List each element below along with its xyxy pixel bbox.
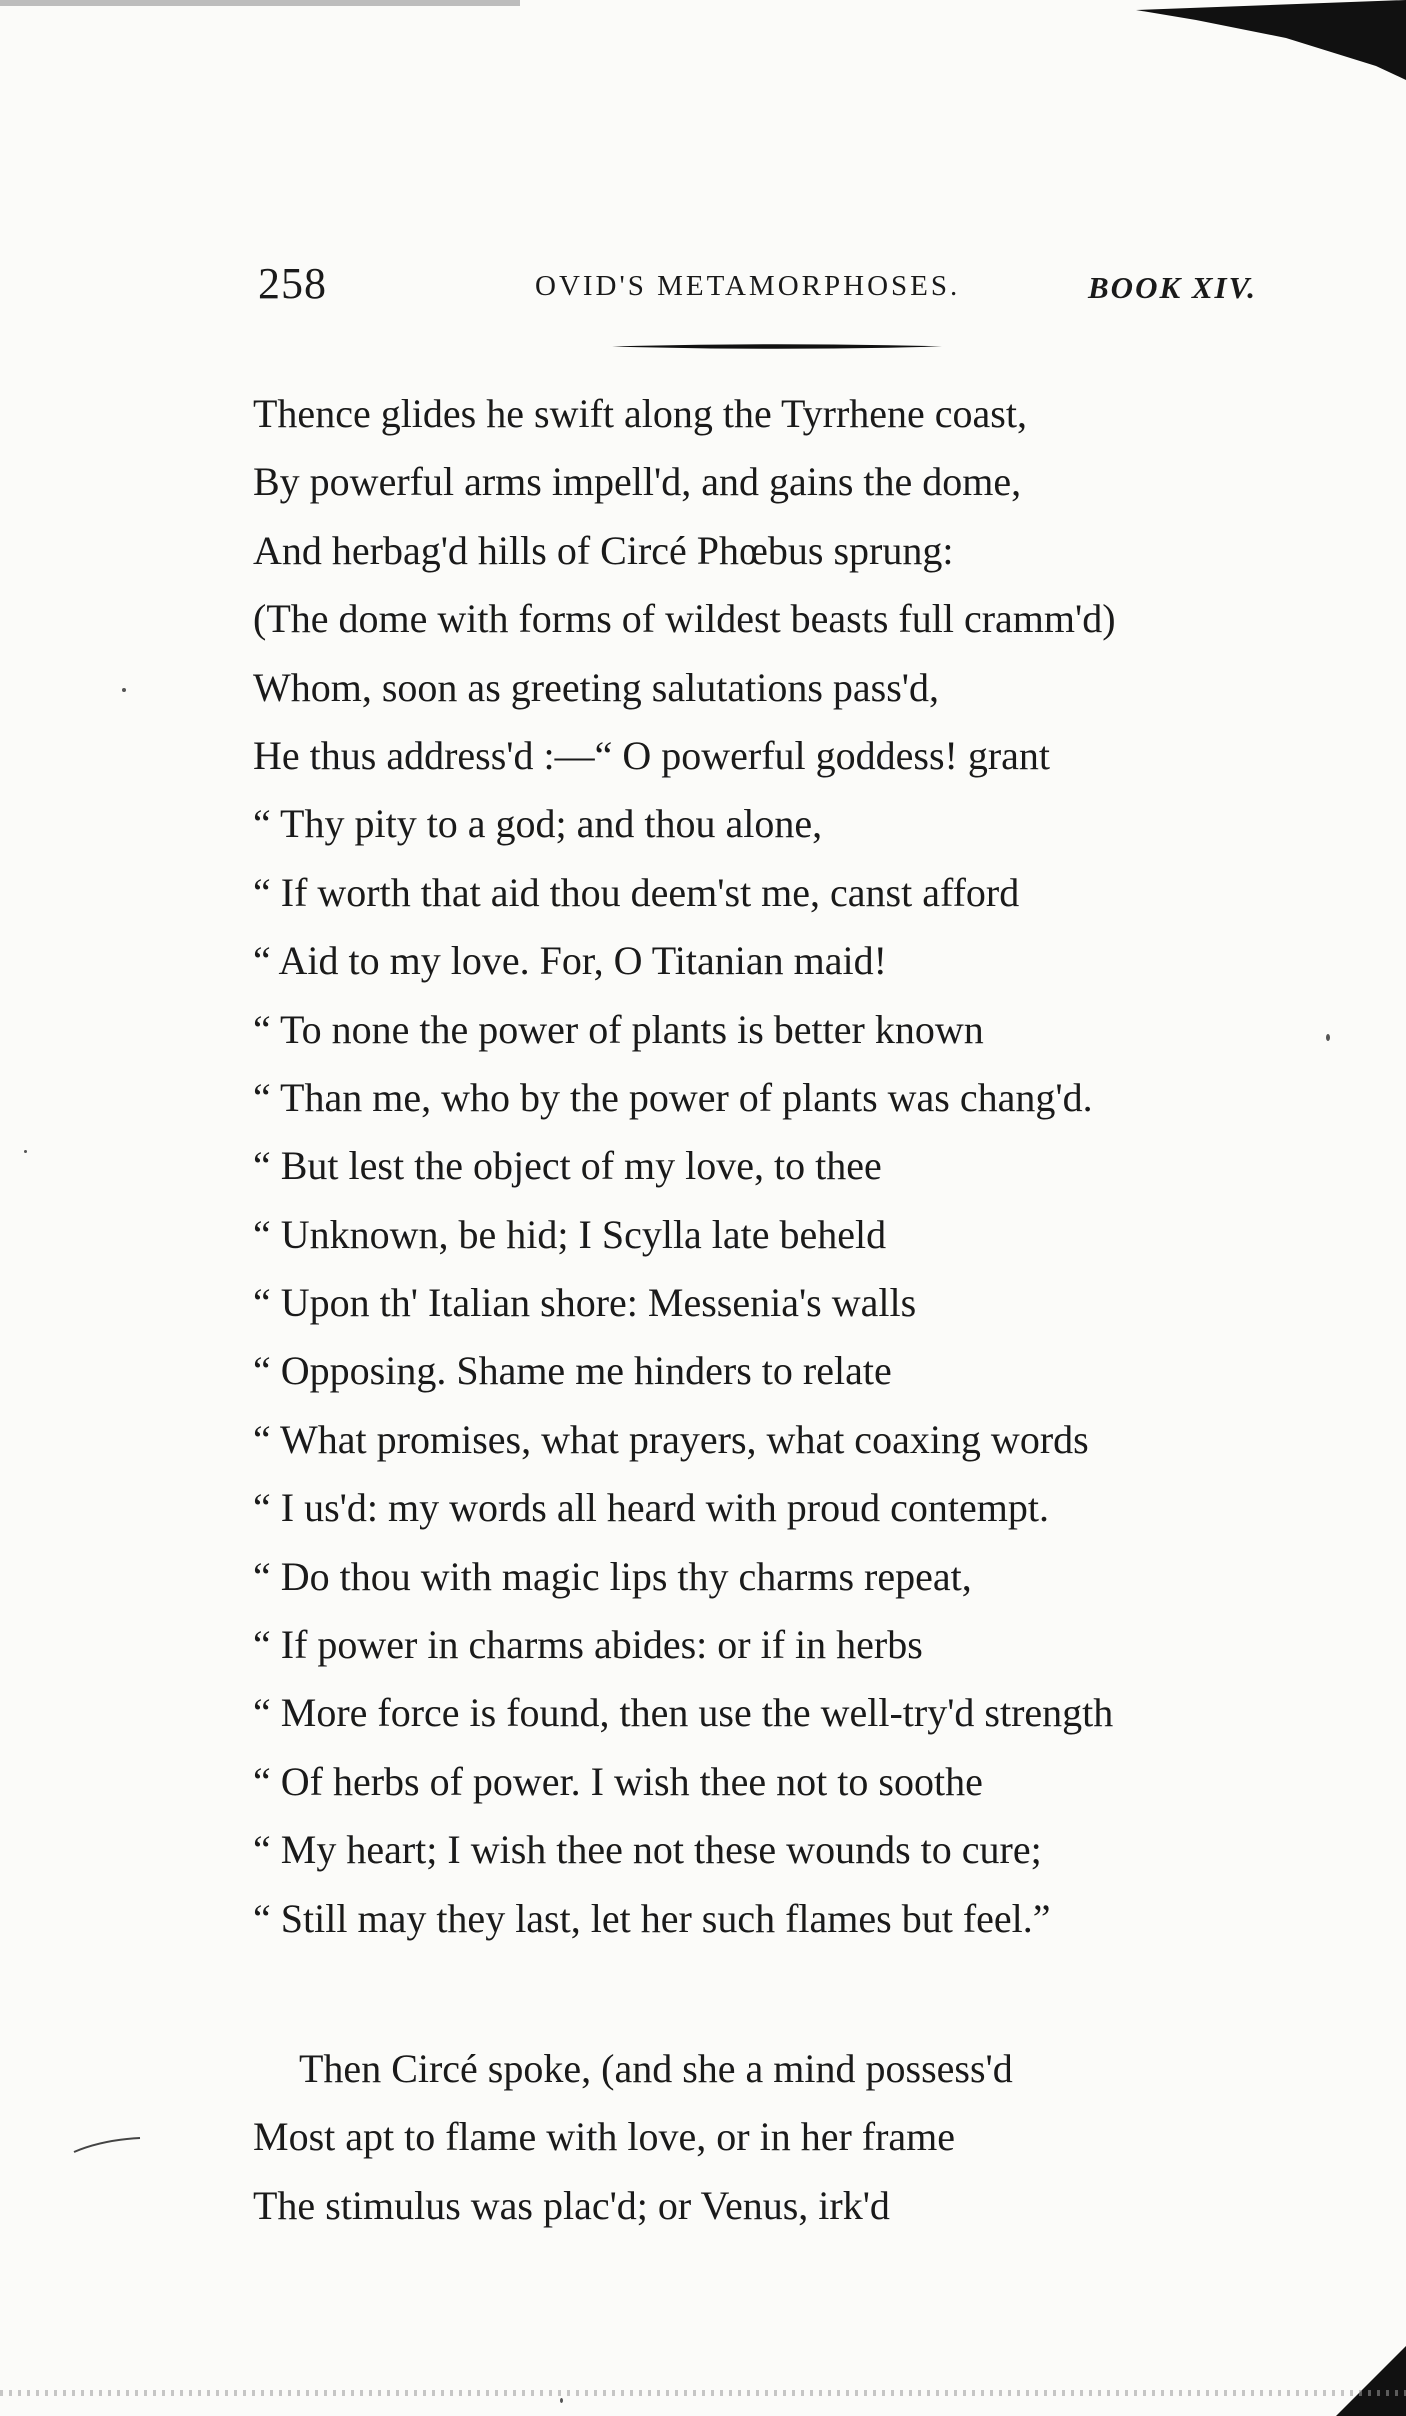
poem-line: He thus address'd :—“ O powerful goddess! grant — [253, 732, 1051, 778]
poem-line: “ Upon th' Italian shore: Messenia's walls — [253, 1280, 917, 1326]
running-title: OVID'S METAMORPHOSES. — [535, 270, 961, 302]
scan-corner-top-right — [1136, 0, 1406, 80]
poem-line: Then Circé spoke, (and she a mind possess'd — [299, 2046, 1013, 2091]
poem-line: “ Still may they last, let her such flames but feel.” — [253, 1895, 1051, 1941]
poem-line: “ To none the power of plants is better known — [253, 1006, 984, 1052]
poem-line: “ Do thou with magic lips thy charms repeat, — [253, 1553, 972, 1599]
page-number: 258 — [258, 259, 327, 308]
scan-speck — [560, 2398, 563, 2403]
scan-speck — [24, 1150, 27, 1153]
scan-noise-bottom — [0, 2390, 1406, 2396]
poem-stanza — [253, 2035, 1253, 2240]
book-label: BOOK XIV. — [1088, 270, 1258, 305]
poem-line: And herbag'd hills of Circé Phœbus sprung: — [253, 527, 954, 573]
scan-edge-top-left — [0, 0, 520, 6]
poem-line: “ Opposing. Shame me hinders to relate — [253, 1348, 892, 1394]
scan-stroke-mark — [72, 2134, 142, 2154]
poem-line: “ Unknown, be hid; I Scylla late beheld — [253, 1211, 887, 1257]
poem-line: (The dome with forms of wildest beasts full cramm'd) — [253, 596, 1116, 642]
poem-line: “ More force is found, then use the well-try'd strength — [253, 1690, 1114, 1736]
poem-line: “ If power in charms abides: or if in herbs — [253, 1622, 923, 1668]
poem-line: “ I us'd: my words all heard with proud contempt. — [253, 1485, 1049, 1531]
scan-speck — [122, 688, 126, 692]
poem-line: “ Aid to my love. For, O Titanian maid! — [253, 938, 887, 984]
poem-line: Whom, soon as greeting salutations pass'd, — [253, 664, 939, 710]
poem-line: Thence glides he swift along the Tyrrhene coast, — [253, 391, 1027, 436]
header-rule — [612, 343, 942, 350]
poem-line: “ What promises, what prayers, what coaxing words — [253, 1416, 1089, 1462]
poem-line: “ If worth that aid thou deem'st me, canst afford — [253, 869, 1020, 915]
poem-line: By powerful arms impell'd, and gains the dome, — [253, 459, 1022, 505]
poem-line: “ Of herbs of power. I wish thee not to soothe — [253, 1758, 983, 1804]
scan-speck — [1326, 1034, 1330, 1041]
poem-line: “ My heart; I wish thee not these wounds to cure; — [253, 1827, 1042, 1873]
poem-line: “ But lest the object of my love, to thee — [253, 1143, 882, 1189]
poem-line: “ Than me, who by the power of plants was chang'd. — [253, 1074, 1093, 1120]
poem-line: Most apt to flame with love, or in her frame — [253, 2114, 956, 2160]
poem-line: The stimulus was plac'd; or Venus, irk'd — [253, 2182, 890, 2228]
poem-line: “ Thy pity to a god; and thou alone, — [253, 801, 823, 847]
poem-stanza — [253, 380, 1253, 1953]
page-header — [0, 258, 1406, 318]
scan-corner-bottom-right — [1336, 2346, 1406, 2416]
